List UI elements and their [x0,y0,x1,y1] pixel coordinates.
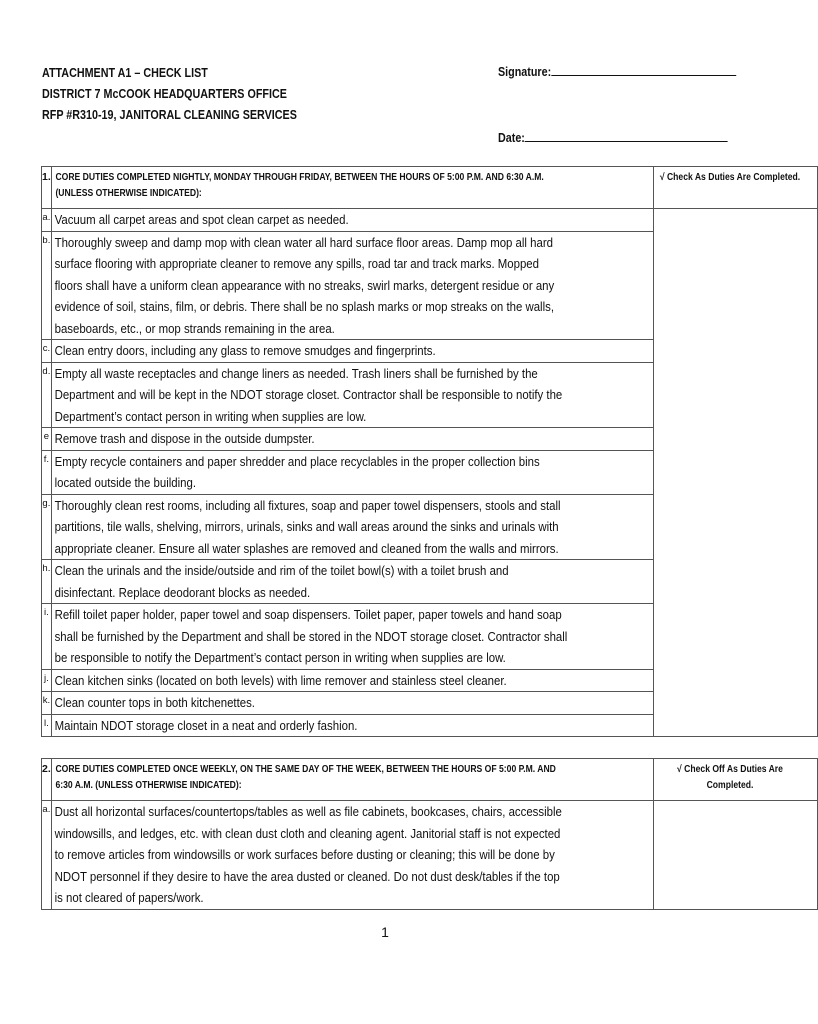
item-description-cell [51,714,653,737]
item-letter: b. [42,234,51,246]
item-letter-cell [42,692,52,715]
item-description: Thoroughly clean rest rooms, including all fixtures, soap and paper towel dispensers, stools and stall partitions, tile walls, shelving, mirrors, urinals, sinks and wall areas around the sinks and urinals with appropriate cleaner. Ensure all water splashes are removed and cleaned from the walls and mirrors. [54,497,561,556]
date-field[interactable] [498,129,728,145]
item-letter-cell [42,801,52,910]
section1-check-column[interactable] [653,209,817,737]
header-district: DISTRICT 7 McCOOK HEADQUARTERS OFFICE [42,87,287,101]
item-description: Clean counter tops in both kitchenettes. [54,695,255,710]
item-description: Maintain NDOT storage closet in a neat and orderly fashion. [54,717,358,733]
header-rfp: RFP #R310-19, JANITORAL CLEANING SERVICES [42,108,297,122]
item-letter-cell [42,209,52,232]
section1-check-label: √ Check As Duties Are Completed. [659,172,800,183]
item-description: Empty all waste receptacles and change liners as needed. Trash liners shall be furnished by the Department and will be kept in the NDOT storage closet. Contractor shall be responsible to notify the Department’s contact person in writing when supplies are low. [54,365,563,424]
section2-check-column[interactable] [653,801,817,910]
item-letter-cell [42,560,52,604]
item-letter: g. [42,497,51,509]
section2-title-cell [51,759,653,801]
item-description: Vacuum all carpet areas and spot clean carpet as needed. [54,212,349,227]
item-description: Empty recycle containers and paper shredder and place recyclables in the proper collection bins located outside the building. [54,453,540,490]
signature-label: Signature: [498,65,552,79]
section2-number: 2. [42,759,52,801]
section2-table [41,758,818,910]
item-description-cell [51,209,653,232]
item-letter-cell [42,428,52,451]
item-description-cell [51,494,653,560]
item-letter-cell [42,231,52,340]
item-letter: a. [42,804,51,815]
item-letter-cell [42,450,52,494]
item-letter: a. [42,212,51,223]
item-letter: h. [42,563,51,574]
section2-check-header [653,759,817,801]
item-description: Thoroughly sweep and damp mop with clean water all hard surface floor areas. Damp mop all hard surface flooring with appropriate cleaner to remove any spills, road tar and track marks. Mopped floors shall have a uniform clean appearance with no streaks, swirl marks, detergent residue or any evidence of soil, stains, film, or debris. There shall be no splash marks or mop streaks on the walls, baseboards, etc., or mop strands remaining in the area. [54,234,554,336]
section1-header-row [42,167,818,209]
header-title: ATTACHMENT A1 – CHECK LIST [42,66,208,80]
item-description: Clean kitchen sinks (located on both levels) with lime remover and stainless steel cleaner. [54,672,507,688]
section2-title: CORE DUTIES COMPLETED ONCE WEEKLY, ON THE SAME DAY OF THE WEEK, BETWEEN THE HOURS OF 5:00 P.M. AND 6:30 A.M. (UNLESS OTHERWISE INDICATED): [55,764,556,791]
item-letter: j. [44,672,49,684]
signature-field[interactable] [498,63,736,79]
item-letter-cell [42,494,52,560]
section1-title: CORE DUTIES COMPLETED NIGHTLY, MONDAY THROUGH FRIDAY, BETWEEN THE HOURS OF 5:00 P.M. AND 6:30 A.M. (UNLESS OTHERWISE INDICATED): [55,172,544,199]
document-header [42,63,472,126]
section1-item-row [42,209,818,232]
page-number: 1 [381,924,389,940]
item-description-cell [51,692,653,715]
item-letter: l. [44,717,49,729]
item-letter: e [43,431,50,442]
item-letter: c. [42,343,51,354]
item-letter-cell [42,669,52,692]
item-letter: f. [43,453,50,465]
item-description: Dust all horizontal surfaces/countertops/tables as well as file cabinets, bookcases, chairs, accessible windowsills, and ledges, etc. with clean dust cloth and cleaning agent. Janitorial staff is not expected to remove articles from windowsills or work surfaces before dusting or cleaning; this will be done by NDOT personnel if they desire to have the area dusted or cleaned. Do not dust desk/tables if the top is not cleared of papers/work. [54,804,562,905]
item-description-cell [51,362,653,428]
section2-item-row [42,801,818,910]
section2-check-label: √ Check Off As Duties Are Completed. [676,764,783,791]
item-description: Clean the urinals and the inside/outside and rim of the toilet bowl(s) with a toilet brush and disinfectant. Replace deodorant blocks as needed. [54,563,509,600]
item-letter: k. [42,695,51,706]
date-label: Date: [498,131,525,145]
item-description-cell [51,669,653,692]
item-letter-cell [42,604,52,670]
item-description-cell [51,340,653,363]
date-line[interactable] [525,129,728,142]
item-description-cell [51,231,653,340]
item-letter-cell [42,714,52,737]
item-description-cell [51,450,653,494]
item-description-cell [51,604,653,670]
section1-check-header [653,167,817,209]
item-description: Remove trash and dispose in the outside dumpster. [54,431,315,446]
signature-line[interactable] [551,63,736,76]
section1-table [41,166,818,737]
item-description-cell [51,801,653,910]
section1-title-cell [51,167,653,209]
section2-header-row [42,759,818,801]
item-letter-cell [42,340,52,363]
item-description: Clean entry doors, including any glass to remove smudges and fingerprints. [54,343,436,358]
section1-number: 1. [42,167,52,209]
item-letter: d. [42,365,51,377]
item-description-cell [51,428,653,451]
item-description: Refill toilet paper holder, paper towel and soap dispensers. Toilet paper, paper towels and hand soap shall be furnished by the Department and shall be stored in the NDOT storage closet. Contractor shall be responsible to notify the Department’s contact person in writing when supplies are low. [54,607,568,665]
item-letter-cell [42,362,52,428]
item-letter: i. [44,607,49,618]
item-description-cell [51,560,653,604]
